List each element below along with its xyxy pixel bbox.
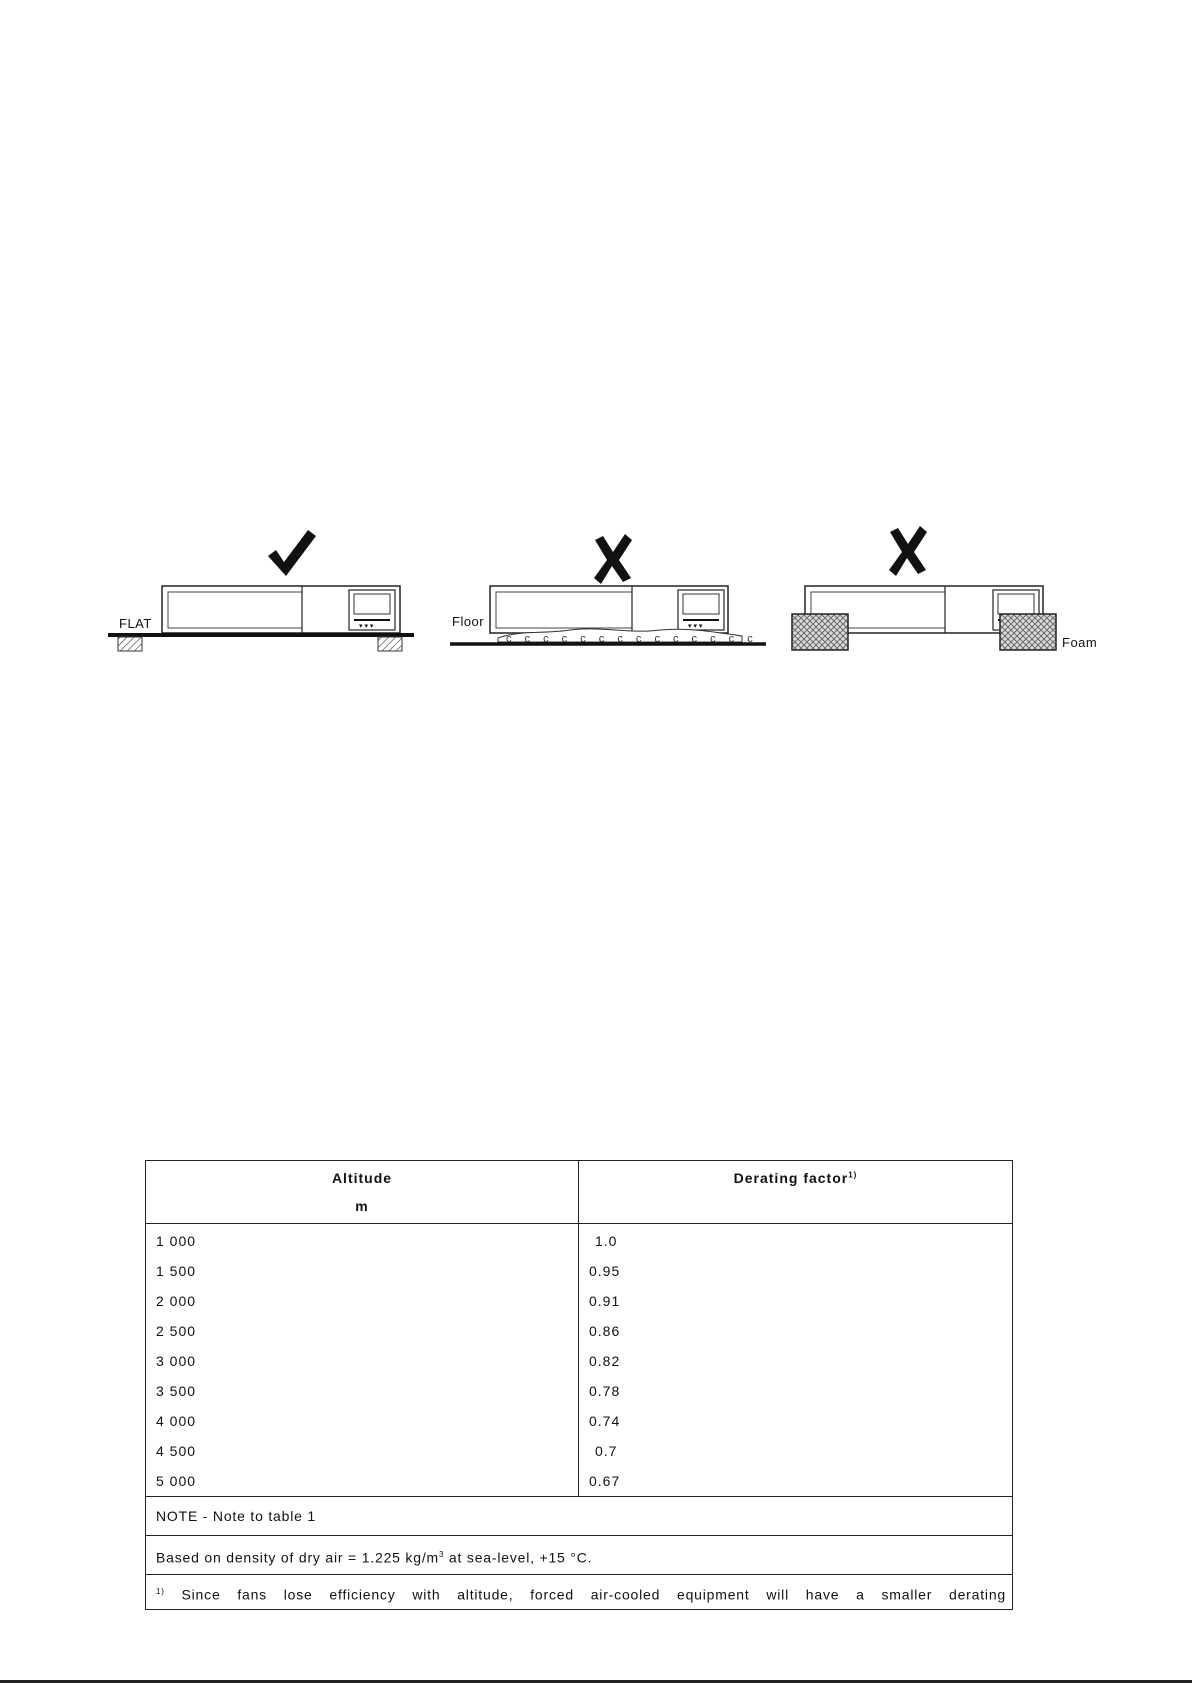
altitude-column: [146, 1224, 579, 1496]
table-cell-altitude: 2 500: [156, 1323, 197, 1339]
table-header: [146, 1161, 1012, 1224]
label-foam: Foam: [1062, 635, 1098, 650]
table-cell-altitude: 3 000: [156, 1353, 197, 1369]
table-note-density: [146, 1536, 1012, 1575]
x-mark-icon: [889, 526, 927, 576]
density-text: Based on density of dry air = 1.225 kg/m: [156, 1549, 439, 1566]
footnote-text: Since fans lose efficiency with altitude, forced air-cooled equipment will have a smaller derating: [164, 1586, 1006, 1603]
header-altitude-unit: m: [355, 1198, 369, 1214]
table-cell-factor: 0.86: [589, 1323, 621, 1339]
header-altitude: [146, 1161, 579, 1223]
table-cell-altitude: 2 000: [156, 1293, 197, 1309]
table-cell-factor: 0.67: [589, 1473, 621, 1489]
panel-flat: [108, 530, 414, 651]
table-cell-factor: 0.82: [589, 1353, 621, 1369]
table-cell-altitude: 1 500: [156, 1263, 197, 1279]
table-cell-factor: 0.91: [589, 1293, 621, 1309]
header-altitude-label: Altitude: [331, 1170, 393, 1186]
check-mark-icon: [268, 530, 316, 576]
panel-floor: [450, 534, 766, 645]
derating-table: [145, 1160, 1013, 1610]
foam-block: [792, 614, 848, 650]
label-flat: FLAT: [119, 616, 152, 631]
label-floor: Floor: [452, 614, 485, 629]
svg-text:c c c c c c c c c c c c c c: c c c c c c c c c c c c c c: [506, 633, 758, 645]
svg-text:▾ ▾ ▾: ▾ ▾ ▾: [359, 623, 374, 630]
svg-text:▾ ▾ ▾: ▾ ▾ ▾: [688, 623, 703, 630]
table-cell-factor: 0.78: [589, 1383, 621, 1399]
table-cell-altitude: 3 500: [156, 1383, 197, 1399]
header-derating-label: Derating factor: [733, 1170, 849, 1186]
table-cell-altitude: 4 000: [156, 1413, 197, 1429]
table-note-title: NOTE - Note to table 1: [146, 1497, 1012, 1536]
x-mark-icon: [594, 534, 632, 584]
table-cell-factor: 1.0: [595, 1233, 618, 1249]
footnote-marker: 1): [156, 1587, 165, 1596]
panel-foam: [792, 526, 1056, 650]
table-cell-factor: 0.7: [595, 1443, 618, 1459]
table-cell-altitude: 4 500: [156, 1443, 197, 1459]
table-cell-factor: 0.95: [589, 1263, 621, 1279]
installation-figure: [0, 0, 1192, 700]
table-cell-altitude: 1 000: [156, 1233, 197, 1249]
header-derating-footnote: 1): [848, 1170, 858, 1180]
foam-block: [1000, 614, 1056, 650]
derating-column: [579, 1224, 1012, 1496]
density-exponent: 3: [438, 1550, 445, 1559]
table-body: [146, 1224, 1012, 1497]
page-bottom-rule: [0, 1680, 1192, 1683]
table-cell-factor: 0.74: [589, 1413, 621, 1429]
table-footnote: [146, 1575, 1012, 1609]
table-cell-altitude: 5 000: [156, 1473, 197, 1489]
header-derating: [579, 1161, 1012, 1223]
density-suffix: at sea-level, +15 °C.: [444, 1549, 593, 1566]
